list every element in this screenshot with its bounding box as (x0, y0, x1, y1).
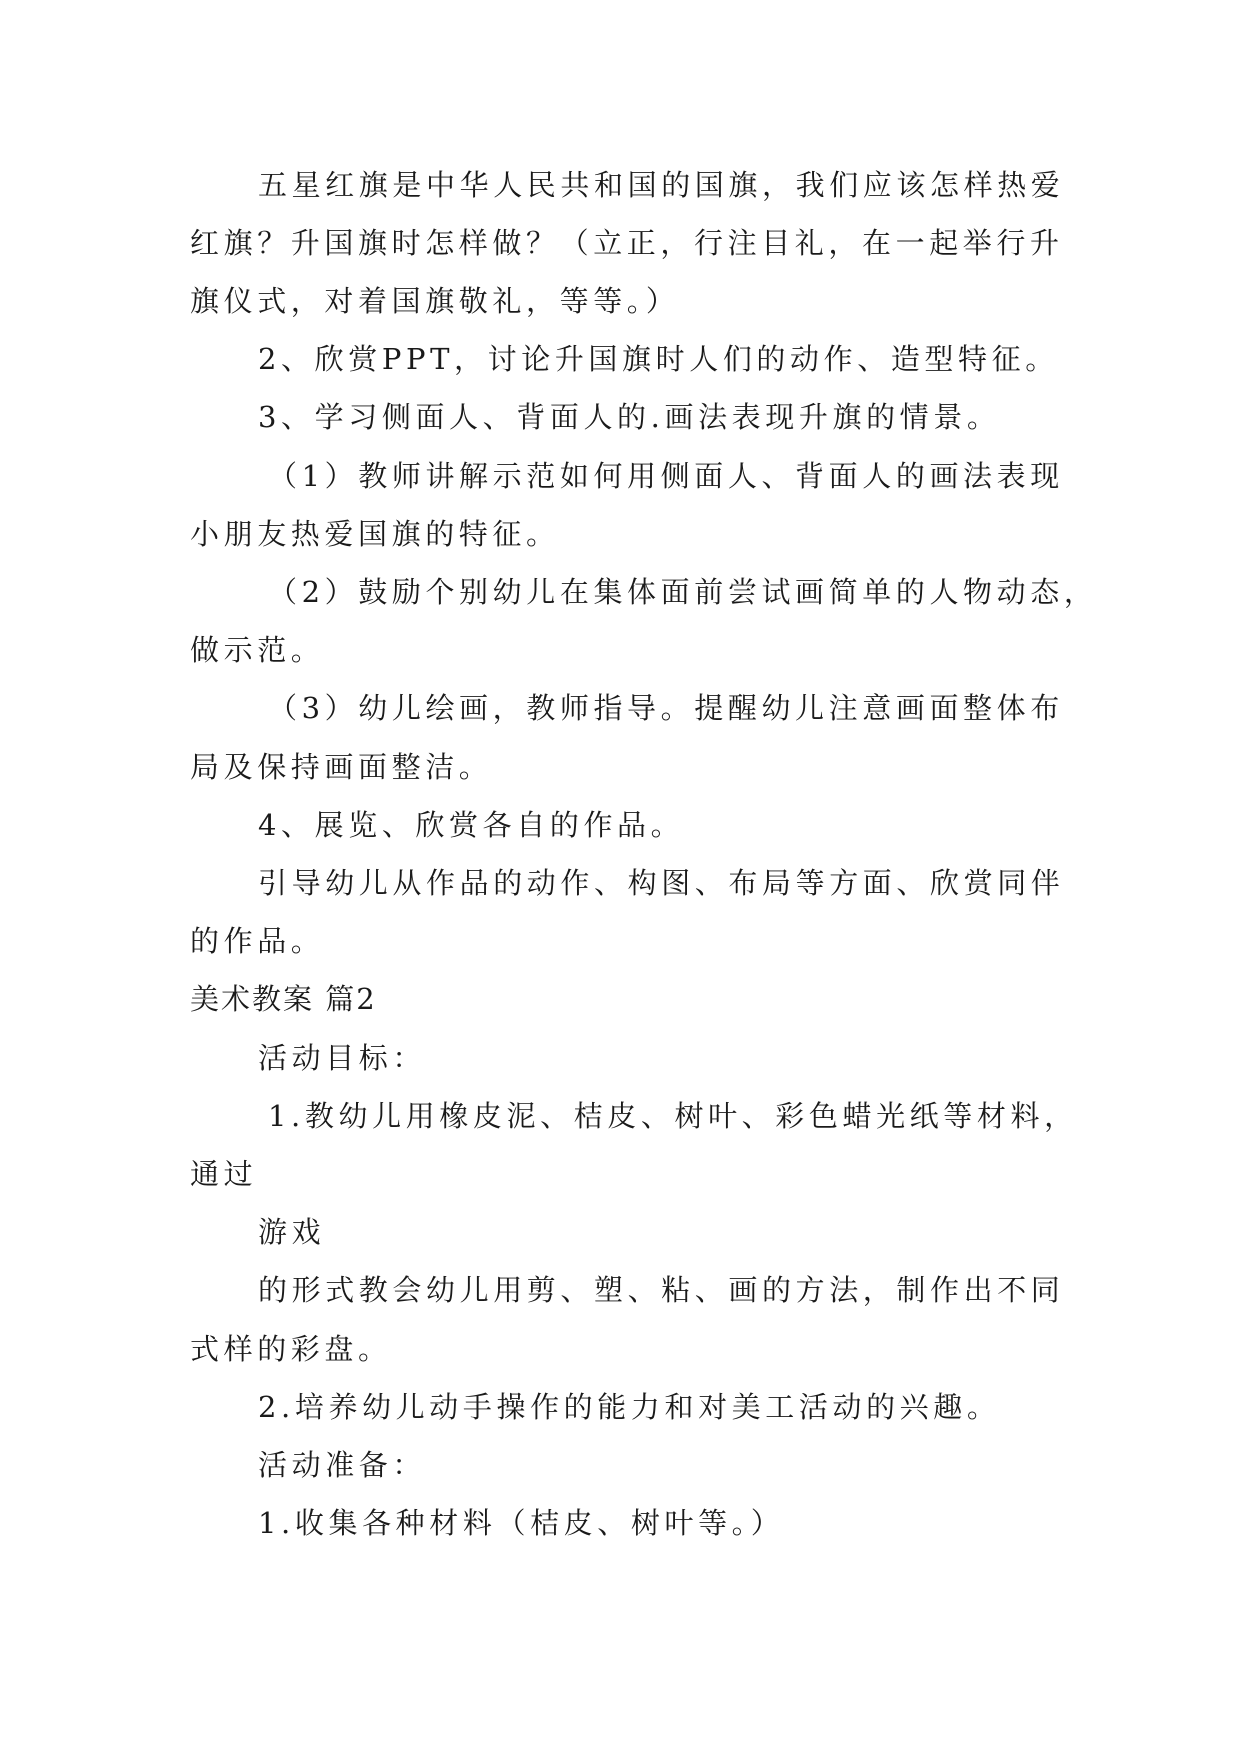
paragraph-line: 1.教幼儿用橡皮泥、桔皮、树叶、彩色蜡光纸等材料， (268, 1099, 1078, 1133)
paragraph-line: 五星红旗是中华人民共和国的国旗，我们应该怎样热爱 (258, 168, 1065, 202)
paragraph-line: 小朋友热爱国旗的特征。 (190, 517, 560, 551)
paragraph-line: （3）幼儿绘画，教师指导。提醒幼儿注意画面整体布 (268, 691, 1064, 725)
paragraph-line: 活动准备： (258, 1448, 427, 1482)
paragraph-line: 式样的彩盘。 (190, 1332, 392, 1366)
paragraph-line: 4、展览、欣赏各自的作品。 (258, 808, 685, 842)
paragraph-line: 游戏 (258, 1215, 326, 1249)
paragraph-line: 通过 (190, 1157, 258, 1191)
paragraph-line: 1.收集各种材料（桔皮、树叶等。） (258, 1506, 785, 1540)
paragraph-line: 的形式教会幼儿用剪、塑、粘、画的方法，制作出不同 (258, 1273, 1065, 1307)
paragraph-line: 2、欣赏PPT，讨论升国旗时人们的动作、造型特征。 (258, 342, 1059, 376)
paragraph-line: 2.培养幼儿动手操作的能力和对美工活动的兴趣。 (258, 1390, 1001, 1424)
paragraph-line: 3、学习侧面人、背面人的.画法表现升旗的情景。 (258, 400, 1001, 434)
section-heading: 美术教案 篇2 (190, 982, 377, 1016)
paragraph-line: 旗仪式，对着国旗敬礼，等等。） (190, 284, 680, 318)
paragraph-line: 引导幼儿从作品的动作、构图、布局等方面、欣赏同伴 (258, 866, 1065, 900)
paragraph-line: 活动目标： (258, 1041, 427, 1075)
paragraph-line: （2）鼓励个别幼儿在集体面前尝试画简单的人物动态， (268, 575, 1098, 609)
paragraph-line: （1）教师讲解示范如何用侧面人、背面人的画法表现 (268, 459, 1064, 493)
paragraph-line: 局及保持画面整洁。 (190, 750, 493, 784)
paragraph-line: 的作品。 (190, 924, 325, 958)
paragraph-line: 红旗？升国旗时怎样做？（立正，行注目礼，在一起举行升 (190, 226, 1064, 260)
paragraph-line: 做示范。 (190, 633, 325, 667)
